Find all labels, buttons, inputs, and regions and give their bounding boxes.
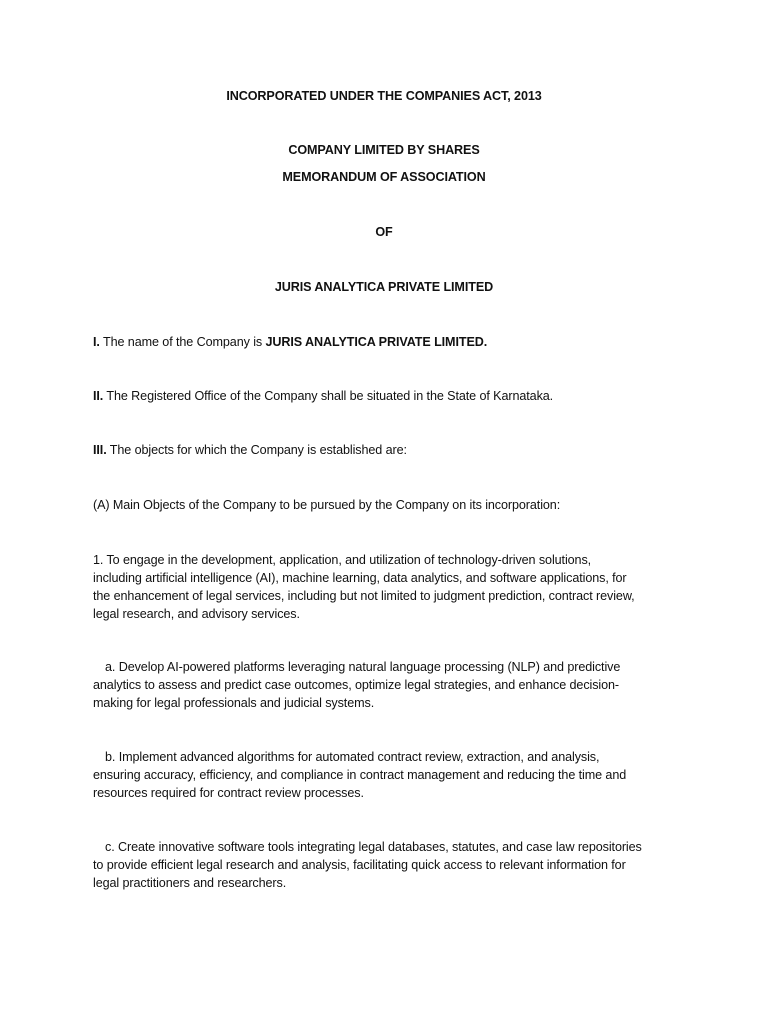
sub-object-c-line: legal practitioners and researchers. xyxy=(93,876,287,890)
sub-object-c-line: c. Create innovative software tools integrating legal databases, statutes, and case law repositories xyxy=(105,840,642,854)
document-title: MEMORANDUM OF ASSOCIATION xyxy=(282,170,486,184)
of-heading: OF xyxy=(375,225,393,239)
object-1-line: including artificial intelligence (AI), machine learning, data analytics, and software applications, for xyxy=(93,571,627,585)
sub-object-a-line: a. Develop AI-powered platforms leveraging natural language processing (NLP) and predictive xyxy=(105,660,621,674)
clause-text: The name of the Company is xyxy=(99,335,266,349)
clause-objects xyxy=(93,441,407,459)
sub-object-a-line: analytics to assess and predict case outcomes, optimize legal strategies, and enhance decision- xyxy=(93,678,620,692)
clause-numeral: III. xyxy=(93,443,107,457)
sub-object-a-line: making for legal professionals and judicial systems. xyxy=(93,696,375,710)
sub-object-c-line: to provide efficient legal research and analysis, facilitating quick access to relevant information for xyxy=(93,858,626,872)
clause-text: The objects for which the Company is established are: xyxy=(106,443,407,457)
clause-numeral: II. xyxy=(93,389,104,403)
sub-object-b-line: ensuring accuracy, efficiency, and compliance in contract management and reducing the time and xyxy=(93,768,627,782)
clause-numeral: I. xyxy=(93,335,100,349)
object-1-line: 1. To engage in the development, application, and utilization of technology-driven solutions, xyxy=(93,553,592,567)
clause-registered-office xyxy=(93,387,553,405)
object-1-line: the enhancement of legal services, including but not limited to judgment prediction, contract review, xyxy=(93,589,635,603)
company-type-heading: COMPANY LIMITED BY SHARES xyxy=(288,143,480,157)
company-name-heading: JURIS ANALYTICA PRIVATE LIMITED xyxy=(274,280,494,294)
sub-object-b-line: b. Implement advanced algorithms for automated contract review, extraction, and analysis, xyxy=(105,750,600,764)
sub-object-b-line: resources required for contract review processes. xyxy=(93,786,364,800)
incorporation-heading: INCORPORATED UNDER THE COMPANIES ACT, 2013 xyxy=(226,89,542,103)
main-objects-heading: (A) Main Objects of the Company to be pursued by the Company on its incorporation: xyxy=(93,498,561,512)
clause-company-name: JURIS ANALYTICA PRIVATE LIMITED. xyxy=(265,335,488,349)
object-1-line: legal research, and advisory services. xyxy=(93,607,300,621)
clause-name xyxy=(93,333,487,351)
clause-text: The Registered Office of the Company shall be situated in the State of Karnataka. xyxy=(103,389,554,403)
